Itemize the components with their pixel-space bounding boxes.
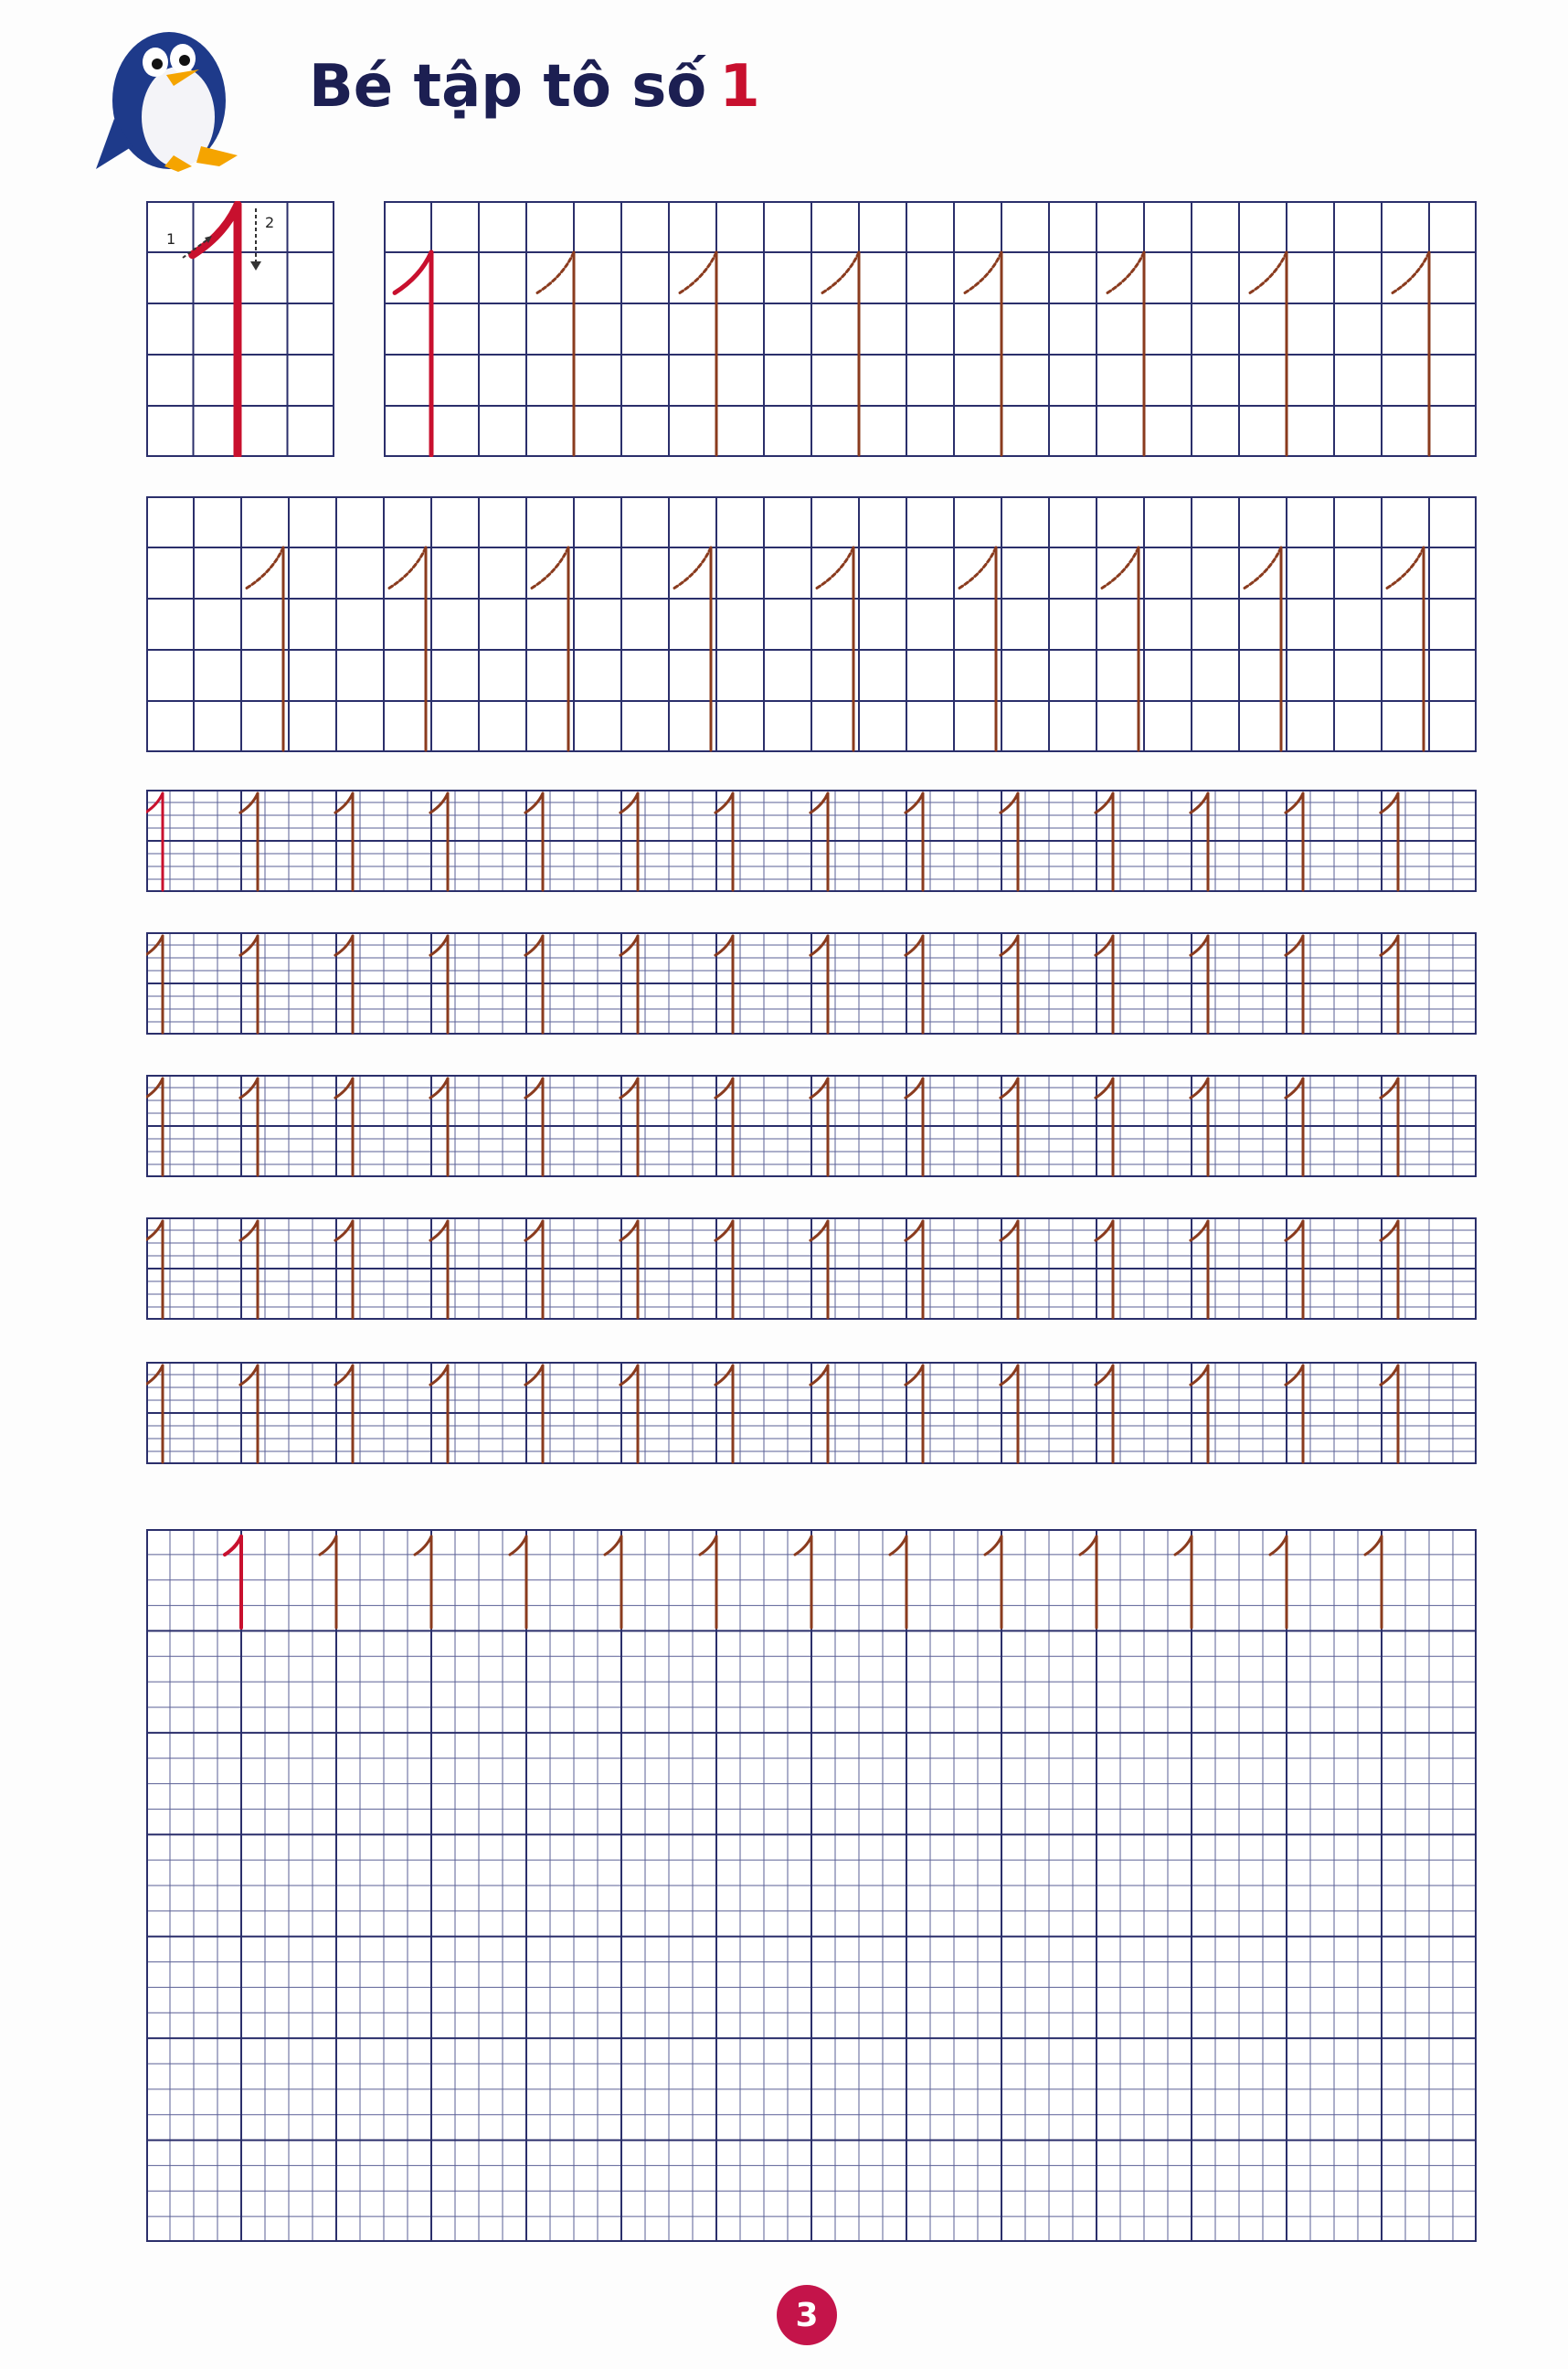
title-number: 1 [719, 53, 760, 121]
tracing-row-large-2[interactable] [146, 496, 1477, 752]
trace-digit-one [985, 1536, 1001, 1628]
trace-digit-one [510, 1536, 526, 1628]
tracing-row-large-1[interactable] [384, 201, 1477, 457]
trace-digit-one [1365, 1536, 1382, 1628]
trace-digit-one [320, 1536, 336, 1628]
trace-digit-one [890, 1536, 906, 1628]
page-number-badge [777, 2285, 837, 2345]
stroke-order-label-2: 2 [265, 214, 275, 231]
stroke-order-label-1: 1 [166, 230, 176, 248]
tracing-row-small-2[interactable] [146, 932, 1477, 1035]
tracing-row-small-1[interactable] [146, 790, 1477, 892]
free-practice-grid[interactable] [146, 1529, 1477, 2242]
trace-digit-one [1175, 1536, 1192, 1628]
tracing-row-small-4[interactable] [146, 1217, 1477, 1320]
tracing-row-small-3[interactable] [146, 1075, 1477, 1177]
trace-digit-one [700, 1536, 716, 1628]
sample-digit-one [225, 1536, 241, 1628]
trace-digit-one [1080, 1536, 1097, 1628]
trace-digit-one [1270, 1536, 1287, 1628]
page-title [309, 53, 760, 121]
trace-digit-one [795, 1536, 811, 1628]
tracing-row-small-5[interactable] [146, 1362, 1477, 1464]
page-number: 3 [795, 2296, 819, 2334]
trace-digit-one [415, 1536, 431, 1628]
title-text: Bé tập tô số [309, 53, 707, 121]
model-digit-one [193, 205, 238, 455]
penguin-icon [91, 9, 247, 183]
trace-digit-one [605, 1536, 621, 1628]
